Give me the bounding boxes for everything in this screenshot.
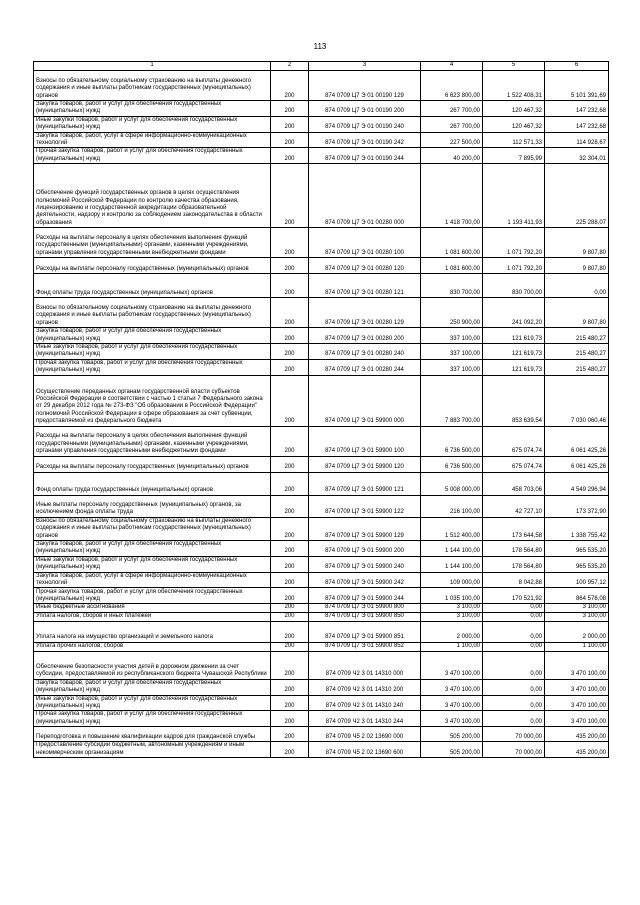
table-row bbox=[34, 426, 609, 456]
table-row bbox=[34, 572, 609, 588]
cell-plan: 830 700,00 bbox=[421, 274, 483, 298]
cell-done: 70 000,00 bbox=[483, 727, 545, 742]
cell-code: 200 bbox=[271, 495, 309, 517]
cell-done: 1 071 792,20 bbox=[483, 258, 545, 274]
cell-rest: 3 470 100,00 bbox=[545, 695, 609, 711]
cell-done: 675 074,74 bbox=[483, 456, 545, 472]
cell-code: 200 bbox=[271, 642, 309, 651]
table-row bbox=[34, 727, 609, 742]
table-row bbox=[34, 71, 609, 101]
table-row bbox=[34, 359, 609, 375]
cell-name: Прочая закупка товаров, работ и услуг для обеспечения государственных (муниципальных) нужд bbox=[34, 588, 271, 604]
cell-kbk: 874 0709 Ц7 Э 01 00190 244 bbox=[309, 148, 421, 164]
cell-rest: 9 807,80 bbox=[545, 228, 609, 258]
table-row bbox=[34, 556, 609, 572]
cell-done: 1 071 792,20 bbox=[483, 228, 545, 258]
cell-kbk: 874 0709 Ц7 Э 01 59900 240 bbox=[309, 556, 421, 572]
cell-rest: 225 288,07 bbox=[545, 164, 609, 228]
cell-rest: 9 807,80 bbox=[545, 298, 609, 328]
cell-name: Иные закупки товаров, работ и услуг для обеспечения государственных (муниципальных) нужд bbox=[34, 116, 271, 132]
cell-kbk: 874 0709 Ц7 Э 01 59900 129 bbox=[309, 517, 421, 540]
table-row bbox=[34, 621, 609, 642]
cell-done: 112 571,33 bbox=[483, 132, 545, 148]
cell-kbk: 874 0709 Ц7 Э 01 00190 129 bbox=[309, 71, 421, 101]
cell-code: 200 bbox=[271, 344, 309, 360]
table-row bbox=[34, 228, 609, 258]
cell-done: 178 564,80 bbox=[483, 556, 545, 572]
cell-kbk: 874 0709 Ц7 Э 01 59900 122 bbox=[309, 495, 421, 517]
cell-done: 70 000,00 bbox=[483, 742, 545, 758]
cell-plan: 109 000,00 bbox=[421, 572, 483, 588]
table-row bbox=[34, 148, 609, 164]
cell-done: 0,00 bbox=[483, 642, 545, 651]
cell-code: 200 bbox=[271, 727, 309, 742]
table-row bbox=[34, 164, 609, 228]
cell-name: Закупка товаров, работ и услуг для обеспечения государственных (муниципальных) нужд bbox=[34, 328, 271, 344]
cell-rest: 114 928,67 bbox=[545, 132, 609, 148]
cell-kbk: 874 0709 Ц7 Э 01 59900 000 bbox=[309, 375, 421, 426]
cell-rest: 9 807,80 bbox=[545, 258, 609, 274]
cell-plan: 3 470 100,00 bbox=[421, 711, 483, 727]
cell-plan: 267 700,00 bbox=[421, 116, 483, 132]
cell-done: 121 619,73 bbox=[483, 328, 545, 344]
cell-name: Фонд оплаты труда государственных (муниципальных) органов bbox=[34, 274, 271, 298]
cell-plan: 267 700,00 bbox=[421, 101, 483, 117]
cell-plan: 3 470 100,00 bbox=[421, 651, 483, 679]
cell-plan: 3 100,00 bbox=[421, 604, 483, 612]
cell-plan: 1 100,00 bbox=[421, 642, 483, 651]
cell-done: 173 644,58 bbox=[483, 517, 545, 540]
cell-done: 0,00 bbox=[483, 612, 545, 621]
table-row bbox=[34, 258, 609, 274]
header-cell: 6 bbox=[545, 62, 609, 71]
cell-name: Закупка товаров, работ, услуг в сфере информационно-коммуникационных технологий bbox=[34, 132, 271, 148]
cell-kbk: 874 0709 Ч2 3 01 14310 244 bbox=[309, 711, 421, 727]
cell-name: Закупка товаров, работ и услуг для обеспечения государственных (муниципальных) нужд bbox=[34, 540, 271, 556]
cell-rest: 3 100,00 bbox=[545, 604, 609, 612]
cell-name: Обеспечение безопасности участия детей в дорожном движении за счет субсидии, предоставляемой из республиканского бюджета Чувашской Республики bbox=[34, 651, 271, 679]
cell-rest: 100 957,12 bbox=[545, 572, 609, 588]
cell-name: Иные закупки товаров, работ и услуг для обеспечения государственных (муниципальных) нужд bbox=[34, 695, 271, 711]
cell-rest: 4 549 296,94 bbox=[545, 472, 609, 495]
cell-name: Иные закупки товаров, работ и услуг для обеспечения государственных (муниципальных) нужд bbox=[34, 344, 271, 360]
cell-plan: 3 470 100,00 bbox=[421, 679, 483, 695]
cell-rest: 3 470 100,00 bbox=[545, 711, 609, 727]
cell-plan: 505 200,00 bbox=[421, 727, 483, 742]
cell-done: 178 564,80 bbox=[483, 540, 545, 556]
cell-code: 200 bbox=[271, 588, 309, 604]
cell-plan: 40 200,00 bbox=[421, 148, 483, 164]
cell-kbk: 874 0709 Ц7 Э 01 59900 800 bbox=[309, 604, 421, 612]
cell-name: Прочая закупка товаров, работ и услуг для обеспечения государственных (муниципальных) нужд bbox=[34, 148, 271, 164]
cell-code: 200 bbox=[271, 540, 309, 556]
cell-rest: 3 470 100,00 bbox=[545, 679, 609, 695]
cell-kbk: 874 0709 Ц7 Э 01 00190 240 bbox=[309, 116, 421, 132]
cell-name: Закупка товаров, работ и услуг для обеспечения государственных (муниципальных) нужд bbox=[34, 101, 271, 117]
cell-plan: 1 418 700,00 bbox=[421, 164, 483, 228]
cell-rest: 215 480,27 bbox=[545, 344, 609, 360]
cell-kbk: 874 0709 Ч5 2 02 13690 600 bbox=[309, 742, 421, 758]
cell-code: 200 bbox=[271, 679, 309, 695]
budget-table bbox=[33, 61, 609, 758]
cell-plan: 1 035 100,00 bbox=[421, 588, 483, 604]
cell-kbk: 874 0709 Ц7 Э 01 59900 200 bbox=[309, 540, 421, 556]
cell-plan: 3 470 100,00 bbox=[421, 695, 483, 711]
cell-name: Расходы на выплаты персоналу в целях обеспечения выполнения функций государственными (муниципальными) органами, казенными учреждениями, органами управления государственными внебюджетными фондами bbox=[34, 426, 271, 456]
cell-plan: 3 100,00 bbox=[421, 612, 483, 621]
cell-rest: 215 480,27 bbox=[545, 328, 609, 344]
cell-kbk: 874 0709 Ц7 Э 01 59900 244 bbox=[309, 588, 421, 604]
page-number: 113 bbox=[313, 42, 327, 51]
table-row bbox=[34, 651, 609, 679]
cell-kbk: 874 0709 Ц7 Э 01 59900 242 bbox=[309, 572, 421, 588]
table-row bbox=[34, 612, 609, 621]
cell-name: Обеспечение функций государственных органов в целях осуществления полномочий Российской Федерации по контролю качества образования, лицензированию и государственной аккредитации образовательной деятельности, надзору и контролю за соблюдением законодательства в области образования bbox=[34, 164, 271, 228]
cell-plan: 7 883 700,00 bbox=[421, 375, 483, 426]
cell-name: Закупка товаров, работ и услуг для обеспечения государственных (муниципальных) нужд bbox=[34, 679, 271, 695]
cell-plan: 1 081 600,00 bbox=[421, 228, 483, 258]
cell-kbk: 874 0709 Ч5 2 02 13690 000 bbox=[309, 727, 421, 742]
table-row bbox=[34, 116, 609, 132]
cell-kbk: 874 0709 Ч2 3 01 14310 240 bbox=[309, 695, 421, 711]
cell-name: Предоставление субсидий бюджетным, автономным учреждениям и иным некоммерческим организациям bbox=[34, 742, 271, 758]
cell-kbk: 874 0709 Ц7 Э 01 00280 100 bbox=[309, 228, 421, 258]
cell-kbk: 874 0709 Ц7 Э 01 00280 200 bbox=[309, 328, 421, 344]
cell-done: 0,00 bbox=[483, 679, 545, 695]
cell-done: 7 895,99 bbox=[483, 148, 545, 164]
header-cell: 5 bbox=[483, 62, 545, 71]
cell-code: 200 bbox=[271, 298, 309, 328]
cell-kbk: 874 0709 Ц7 Э 01 59900 120 bbox=[309, 456, 421, 472]
cell-code: 200 bbox=[271, 132, 309, 148]
table-row bbox=[34, 274, 609, 298]
cell-code: 200 bbox=[271, 517, 309, 540]
cell-code: 200 bbox=[271, 572, 309, 588]
table-row bbox=[34, 742, 609, 758]
cell-done: 0,00 bbox=[483, 711, 545, 727]
cell-rest: 2 000,00 bbox=[545, 621, 609, 642]
header-row bbox=[34, 62, 609, 71]
cell-name: Уплата налога на имущество организаций и земельного налога bbox=[34, 621, 271, 642]
cell-kbk: 874 0709 Ц7 Э 01 00280 240 bbox=[309, 344, 421, 360]
cell-code: 200 bbox=[271, 621, 309, 642]
cell-kbk: 874 0709 Ц7 Э 01 00190 242 bbox=[309, 132, 421, 148]
cell-rest: 435 200,00 bbox=[545, 742, 609, 758]
table-row bbox=[34, 344, 609, 360]
cell-kbk: 874 0709 Ц7 Э 01 00280 129 bbox=[309, 298, 421, 328]
header-cell: 3 bbox=[309, 62, 421, 71]
cell-name: Уплата прочих налогов, сборов bbox=[34, 642, 271, 651]
cell-rest: 147 232,68 bbox=[545, 101, 609, 117]
cell-plan: 1 081 600,00 bbox=[421, 258, 483, 274]
cell-plan: 1 144 100,00 bbox=[421, 556, 483, 572]
cell-name: Взносы по обязательному социальному страхованию на выплаты денежного содержания и иные выплаты работникам государственных (муниципальных) органов bbox=[34, 71, 271, 101]
cell-rest: 1 100,00 bbox=[545, 642, 609, 651]
cell-kbk: 874 0709 Ц7 Э 01 00280 120 bbox=[309, 258, 421, 274]
cell-name: Расходы на выплаты персоналу государственных (муниципальных) органов bbox=[34, 456, 271, 472]
cell-code: 200 bbox=[271, 604, 309, 612]
table-row bbox=[34, 679, 609, 695]
cell-plan: 6 623 800,00 bbox=[421, 71, 483, 101]
cell-kbk: 874 0709 Ч2 3 01 14310 200 bbox=[309, 679, 421, 695]
cell-code: 200 bbox=[271, 71, 309, 101]
cell-done: 0,00 bbox=[483, 621, 545, 642]
cell-kbk: 874 0709 Ц7 Э 01 59900 851 bbox=[309, 621, 421, 642]
cell-name: Уплата налогов, сборов и иных платежей bbox=[34, 612, 271, 621]
header-cell: 1 bbox=[34, 62, 271, 71]
cell-code: 200 bbox=[271, 228, 309, 258]
table-row bbox=[34, 642, 609, 651]
cell-kbk: 874 0709 Ц7 Э 01 59900 850 bbox=[309, 612, 421, 621]
cell-plan: 337 100,00 bbox=[421, 344, 483, 360]
cell-rest: 3 470 100,00 bbox=[545, 651, 609, 679]
cell-done: 121 619,73 bbox=[483, 344, 545, 360]
cell-rest: 173 372,90 bbox=[545, 495, 609, 517]
cell-done: 830 700,00 bbox=[483, 274, 545, 298]
cell-rest: 5 101 391,69 bbox=[545, 71, 609, 101]
table-row bbox=[34, 101, 609, 117]
table-row bbox=[34, 711, 609, 727]
cell-name: Прочая закупка товаров, работ и услуг для обеспечения государственных (муниципальных) нужд bbox=[34, 359, 271, 375]
cell-name: Иные выплаты персоналу государственных (муниципальных) органов, за исключением фонда оплаты труда bbox=[34, 495, 271, 517]
cell-rest: 147 232,68 bbox=[545, 116, 609, 132]
cell-plan: 6 736 500,00 bbox=[421, 426, 483, 456]
cell-done: 675 074,74 bbox=[483, 426, 545, 456]
table-row bbox=[34, 695, 609, 711]
cell-kbk: 874 0709 Ц7 Э 01 00280 000 bbox=[309, 164, 421, 228]
cell-rest: 965 535,20 bbox=[545, 540, 609, 556]
cell-code: 200 bbox=[271, 101, 309, 117]
cell-kbk: 874 0709 Ч2 3 01 14310 000 bbox=[309, 651, 421, 679]
cell-rest: 215 480,27 bbox=[545, 359, 609, 375]
cell-plan: 216 100,00 bbox=[421, 495, 483, 517]
cell-name: Прочая закупка товаров, работ и услуг для обеспечения государственных (муниципальных) нужд bbox=[34, 711, 271, 727]
cell-code: 200 bbox=[271, 164, 309, 228]
cell-done: 1 522 408,31 bbox=[483, 71, 545, 101]
cell-name: Иные бюджетные ассигнования bbox=[34, 604, 271, 612]
cell-done: 121 619,73 bbox=[483, 359, 545, 375]
table-row bbox=[34, 298, 609, 328]
cell-done: 853 639,54 bbox=[483, 375, 545, 426]
cell-plan: 250 900,00 bbox=[421, 298, 483, 328]
cell-rest: 32 304,01 bbox=[545, 148, 609, 164]
cell-name: Расходы на выплаты персоналу государственных (муниципальных) органов bbox=[34, 258, 271, 274]
cell-plan: 2 000,00 bbox=[421, 621, 483, 642]
table-row bbox=[34, 472, 609, 495]
cell-code: 200 bbox=[271, 556, 309, 572]
cell-code: 200 bbox=[271, 258, 309, 274]
cell-plan: 337 100,00 bbox=[421, 328, 483, 344]
cell-done: 0,00 bbox=[483, 604, 545, 612]
cell-plan: 1 512 400,00 bbox=[421, 517, 483, 540]
cell-plan: 1 144 100,00 bbox=[421, 540, 483, 556]
cell-done: 0,00 bbox=[483, 695, 545, 711]
cell-done: 42 727,10 bbox=[483, 495, 545, 517]
cell-code: 200 bbox=[271, 359, 309, 375]
cell-kbk: 874 0709 Ц7 Э 01 00280 121 bbox=[309, 274, 421, 298]
cell-rest: 965 535,20 bbox=[545, 556, 609, 572]
header-cell: 2 bbox=[271, 62, 309, 71]
cell-code: 200 bbox=[271, 426, 309, 456]
cell-code: 200 bbox=[271, 695, 309, 711]
cell-done: 241 092,20 bbox=[483, 298, 545, 328]
cell-code: 200 bbox=[271, 375, 309, 426]
cell-done: 0,00 bbox=[483, 651, 545, 679]
cell-kbk: 874 0709 Ц7 Э 01 59900 100 bbox=[309, 426, 421, 456]
cell-name: Закупка товаров, работ, услуг в сфере информационно-коммуникационных технологий bbox=[34, 572, 271, 588]
cell-rest: 1 338 755,42 bbox=[545, 517, 609, 540]
table-row bbox=[34, 456, 609, 472]
cell-code: 200 bbox=[271, 328, 309, 344]
table-row bbox=[34, 540, 609, 556]
cell-plan: 227 500,00 bbox=[421, 132, 483, 148]
cell-done: 120 467,32 bbox=[483, 116, 545, 132]
table-row bbox=[34, 588, 609, 604]
cell-done: 170 521,92 bbox=[483, 588, 545, 604]
cell-name: Взносы по обязательному социальному страхованию на выплаты денежного содержания и иные выплаты работникам государственных (муниципальных) органов bbox=[34, 517, 271, 540]
cell-plan: 505 200,00 bbox=[421, 742, 483, 758]
cell-code: 200 bbox=[271, 651, 309, 679]
cell-done: 8 042,88 bbox=[483, 572, 545, 588]
table-row bbox=[34, 517, 609, 540]
cell-rest: 7 030 060,46 bbox=[545, 375, 609, 426]
table-row bbox=[34, 604, 609, 612]
cell-rest: 6 061 425,26 bbox=[545, 426, 609, 456]
header-cell: 4 bbox=[421, 62, 483, 71]
cell-done: 1 193 411,93 bbox=[483, 164, 545, 228]
cell-name: Переподготовка и повышение квалификации кадров для гражданской службы bbox=[34, 727, 271, 742]
cell-code: 200 bbox=[271, 274, 309, 298]
cell-code: 200 bbox=[271, 472, 309, 495]
cell-kbk: 874 0709 Ц7 Э 01 00280 244 bbox=[309, 359, 421, 375]
cell-kbk: 874 0709 Ц7 Э 01 59900 121 bbox=[309, 472, 421, 495]
cell-plan: 6 736 500,00 bbox=[421, 456, 483, 472]
cell-name: Взносы по обязательному социальному страхованию на выплаты денежного содержания и иные выплаты работникам государственных (муниципальных) органов bbox=[34, 298, 271, 328]
cell-code: 200 bbox=[271, 116, 309, 132]
table-row bbox=[34, 328, 609, 344]
cell-plan: 5 008 000,00 bbox=[421, 472, 483, 495]
cell-rest: 864 578,08 bbox=[545, 588, 609, 604]
cell-rest: 435 200,00 bbox=[545, 727, 609, 742]
cell-plan: 337 100,00 bbox=[421, 359, 483, 375]
cell-name: Фонд оплаты труда государственных (муниципальных) органов bbox=[34, 472, 271, 495]
cell-code: 200 bbox=[271, 612, 309, 621]
cell-name: Осуществление переданных органам государственной власти субъектов Российской Федерации в соответствии с частью 1 статьи 7 Федерального закона от 29 декабря 2012 года № 273-ФЗ "Об образовании в Российской Федерации" полномочий Российской Федерации в сфере образования за счет субвенции, предоставляемой из федерального бюджета bbox=[34, 375, 271, 426]
table-row bbox=[34, 375, 609, 426]
cell-name: Иные закупки товаров, работ и услуг для обеспечения государственных (муниципальных) нужд bbox=[34, 556, 271, 572]
cell-kbk: 874 0709 Ц7 Э 01 00190 200 bbox=[309, 101, 421, 117]
cell-kbk: 874 0709 Ц7 Э 01 59900 852 bbox=[309, 642, 421, 651]
table-row bbox=[34, 495, 609, 517]
cell-rest: 6 061 425,26 bbox=[545, 456, 609, 472]
cell-done: 458 703,06 bbox=[483, 472, 545, 495]
cell-rest: 0,00 bbox=[545, 274, 609, 298]
cell-name: Расходы на выплаты персоналу в целях обеспечения выполнения функций государственными (муниципальными) органами, казенными учреждениями, органами управления государственными внебюджетными фондами bbox=[34, 228, 271, 258]
cell-done: 120 467,32 bbox=[483, 101, 545, 117]
cell-code: 200 bbox=[271, 742, 309, 758]
cell-code: 200 bbox=[271, 148, 309, 164]
table-row bbox=[34, 132, 609, 148]
cell-code: 200 bbox=[271, 456, 309, 472]
cell-code: 200 bbox=[271, 711, 309, 727]
cell-rest: 3 100,00 bbox=[545, 612, 609, 621]
